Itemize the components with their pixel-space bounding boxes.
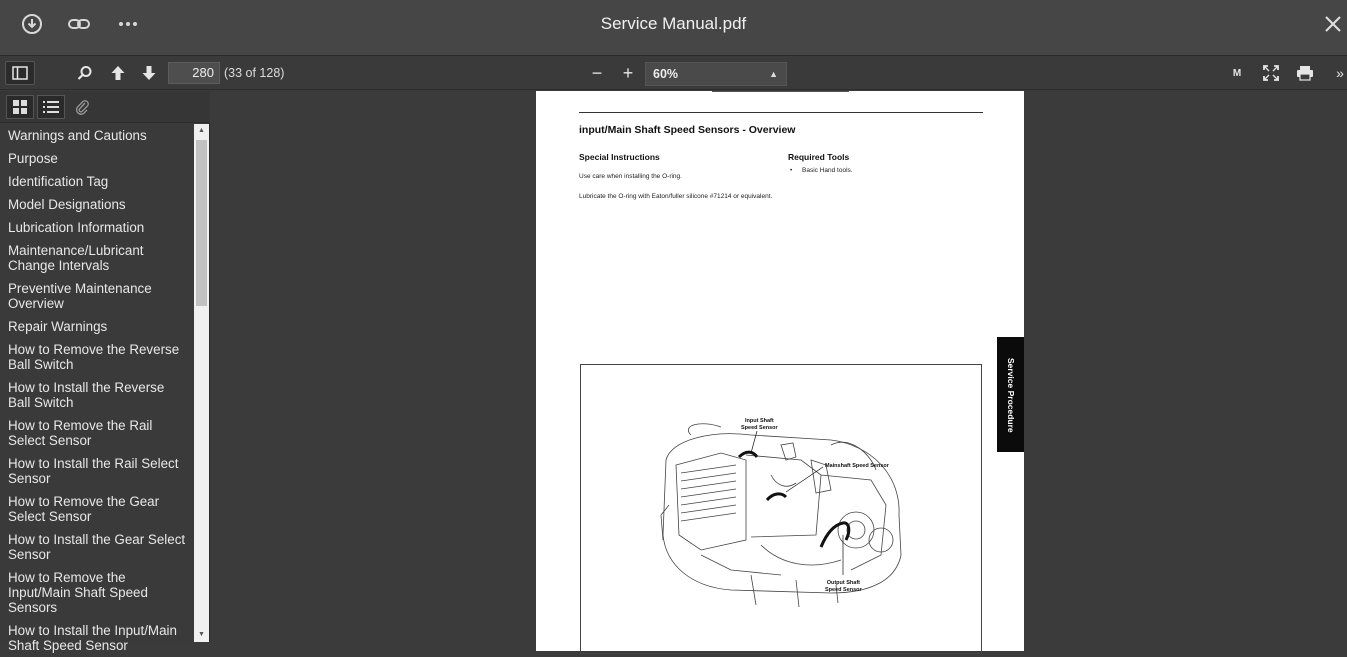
next-page-icon[interactable]	[138, 62, 160, 84]
special-instruction-text: Lubricate the O-ring with Eaton/fuller silicone #71214 or equivalent.	[579, 193, 773, 200]
fullscreen-icon[interactable]	[1261, 62, 1281, 84]
outline-item[interactable]: How to Remove the Reverse Ball Switch	[8, 342, 180, 372]
outline-item[interactable]: Lubrication Information	[8, 220, 145, 235]
outline-list	[0, 124, 193, 653]
special-instruction-text: Use care when installing the O-ring.	[579, 173, 682, 180]
outline-item[interactable]: How to Install the Gear Select Sensor	[8, 532, 186, 562]
outline-item[interactable]: How to Install the Rail Select Sensor	[8, 456, 179, 486]
service-procedure-tab	[997, 337, 1024, 452]
page-count-label: (33 of 128)	[224, 66, 285, 80]
required-tool-item: Basic Hand tools.	[802, 167, 853, 174]
side-tab-label: Service Procedure	[1006, 358, 1016, 433]
document-title: Service Manual.pdf	[600, 14, 747, 33]
close-icon[interactable]	[1321, 12, 1345, 36]
required-tools-heading: Required Tools	[788, 152, 850, 162]
outline-item[interactable]: Repair Warnings	[8, 319, 108, 334]
search-icon[interactable]	[74, 62, 96, 84]
scroll-down-icon[interactable]: ▼	[198, 631, 205, 638]
outline-item[interactable]: Warnings and Cautions	[8, 128, 147, 143]
outline-item[interactable]: Identification Tag	[8, 174, 109, 189]
sidebar-tabs	[0, 91, 210, 123]
outline-item[interactable]: How to Install the Input/Main Shaft Speed Sensor	[8, 623, 177, 653]
outline-item[interactable]: Maintenance/Lubricant Change Intervals	[8, 243, 144, 273]
page-divider	[712, 91, 849, 92]
overflow-icon[interactable]: »	[1336, 65, 1344, 81]
scroll-thumb[interactable]	[196, 140, 207, 306]
zoom-in-button[interactable]: +	[622, 62, 634, 83]
pdf-toolbar	[0, 57, 1347, 90]
m-icon[interactable]: M	[1232, 67, 1242, 79]
outline-item[interactable]: How to Remove the Gear Select Sensor	[8, 494, 160, 524]
select-arrows-icon: ▲	[769, 69, 778, 79]
special-instructions-heading: Special Instructions	[579, 152, 660, 162]
attachments-icon[interactable]	[68, 95, 96, 119]
document-viewer[interactable]	[211, 91, 1347, 642]
transmission-illustration	[581, 365, 981, 653]
outline-item[interactable]: Preventive Maintenance Overview	[8, 281, 152, 311]
print-icon[interactable]	[1294, 62, 1316, 84]
sidebar-scrollbar[interactable]	[194, 124, 209, 642]
zoom-out-button[interactable]: −	[591, 62, 603, 83]
outline-icon[interactable]	[37, 95, 65, 119]
input-shaft-callout: Input Shaft Speed Sensor	[741, 418, 778, 431]
sidebar	[0, 91, 210, 653]
mainshaft-callout: Mainshaft Speed Sensor	[825, 463, 889, 469]
output-shaft-callout: Output Shaft Speed Sensor	[825, 580, 862, 593]
zoom-value: 60%	[653, 67, 679, 81]
title-bar	[0, 0, 1347, 56]
scroll-up-icon[interactable]: ▲	[198, 127, 205, 134]
outline-item[interactable]: How to Remove the Input/Main Shaft Speed Sensors	[8, 570, 148, 615]
pdf-page	[536, 91, 1024, 651]
bullet: •	[790, 167, 793, 174]
zoom-select[interactable]	[645, 62, 787, 86]
outline-item[interactable]: Purpose	[8, 151, 58, 166]
sidebar-toggle-button[interactable]	[5, 61, 35, 85]
previous-page-icon[interactable]	[107, 62, 129, 84]
header-rule	[579, 112, 983, 113]
page-number-input[interactable]: 280	[168, 62, 220, 84]
page-heading: input/Main Shaft Speed Sensors - Overview	[579, 124, 796, 136]
transmission-figure	[580, 364, 982, 654]
outline-item[interactable]: How to Install the Reverse Ball Switch	[8, 380, 165, 410]
thumbnails-icon[interactable]	[6, 95, 34, 119]
outline-item[interactable]: How to Remove the Rail Select Sensor	[8, 418, 153, 448]
outline-item[interactable]: Model Designations	[8, 197, 126, 212]
